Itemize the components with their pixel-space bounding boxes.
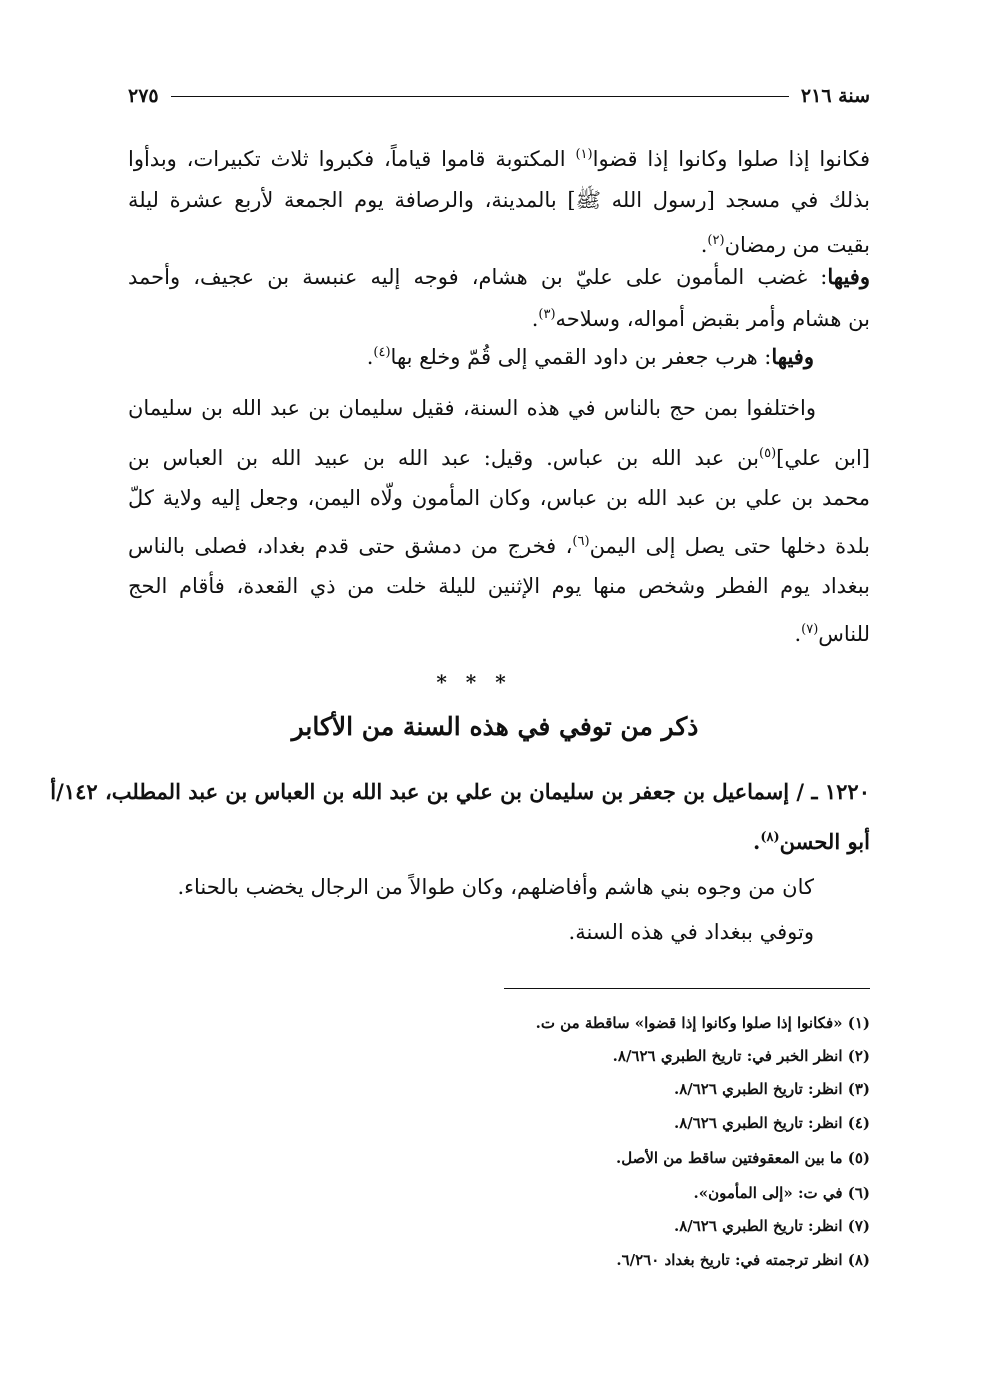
footnote-ref: (٦): [572, 534, 590, 549]
footnote: (٥) ما بين المعقوفتين ساقط من الأصل.: [616, 1149, 870, 1167]
line-text: [ابن علي]: [776, 446, 870, 470]
line-text: .: [366, 345, 374, 369]
line-text: وتوفي ببغداد في هذه السنة.: [568, 920, 814, 944]
line-lead: وفيها: [827, 264, 870, 289]
line-text: .: [753, 829, 761, 854]
body-line: [128, 527, 870, 561]
entry-heading-text: ١٢٢٠ ـ / إسماعيل بن جعفر بن سليمان بن علي بن عبد الله بن العباس بن عبد المطلب، ١٤٢/أ: [50, 779, 870, 804]
line-text: .: [794, 622, 802, 646]
body-line: [701, 226, 870, 260]
line-text: محمد بن علي بن عبد الله بن عباس، وكان المأمون ولّاه اليمن، وجعل إليه ولاية كلّ: [128, 486, 870, 510]
header-rule: [171, 96, 789, 97]
line-lead: وفيها: [771, 344, 814, 369]
body-line: [128, 185, 870, 219]
line-text: : هرب جعفر بن داود القمي إلى قُمّ وخلع بها: [390, 345, 772, 369]
line-text: للناس: [818, 622, 870, 646]
footnote-ref: (٥): [759, 446, 777, 461]
line-text: فكانوا إذا صلوا وكانوا إذا قضوا: [592, 147, 870, 171]
footnote: (٣) انظر: تاريخ الطبري ٨/٦٢٦.: [673, 1080, 870, 1098]
entry-name: أبو الحسن: [779, 829, 870, 854]
entry-text: [177, 872, 814, 906]
body-line: [794, 615, 870, 649]
body-line: [128, 571, 870, 605]
entry-text: [569, 917, 814, 951]
entry-heading-line2: [753, 823, 870, 857]
body-line: [128, 262, 870, 296]
footnote-ref: (١): [575, 147, 593, 162]
body-line: [532, 300, 870, 334]
body-line: [128, 140, 870, 174]
body-line: [128, 483, 870, 517]
footnote-ref: (٨): [760, 830, 780, 845]
page-number: ٢٧٥: [128, 85, 159, 107]
footnote: (٢) انظر الخبر في: تاريخ الطبري ٨/٦٢٦.: [612, 1047, 870, 1065]
line-text: بن هشام وأمر بقبض أمواله، وسلاحه: [555, 307, 870, 331]
line-text: واختلفوا بمن حج بالناس في هذه السنة، فقيل سليمان بن عبد الله بن سليمان: [128, 396, 816, 420]
footnote-ref: (٧): [801, 622, 819, 637]
line-text: المكتوبة قاموا قياماً، فكبروا ثلاث تكبيرات، وبدأوا: [128, 147, 576, 171]
line-text: بن عبد الله بن عباس. وقيل: عبد الله بن عبيد الله بن العباس بن: [128, 446, 759, 470]
line-text: ، فخرج من دمشق حتى قدم بغداد، فصلى بالناس: [128, 534, 573, 558]
footnote-separator: [504, 988, 870, 989]
section-separator: * * *: [436, 670, 512, 694]
footnote: (٤) انظر: تاريخ الطبري ٨/٦٢٦.: [673, 1114, 870, 1132]
footnote-ref: (٣): [538, 307, 556, 322]
section-title: ذكر من توفي في هذه السنة من الأكابر: [291, 712, 699, 741]
footnote: (١) «فكانوا إذا صلوا وكانوا إذا قضوا» ساقطة من ت.: [535, 1014, 870, 1032]
footnote: (٦) في ت: «إلى المأمون».: [693, 1184, 870, 1202]
footnote: (٧) انظر: تاريخ الطبري ٨/٦٢٦.: [673, 1217, 870, 1235]
body-line: [128, 393, 816, 427]
line-text: بقيت من رمضان: [724, 233, 870, 257]
line-text: .: [700, 233, 708, 257]
running-header: [128, 78, 870, 114]
entry-heading: [50, 777, 870, 811]
line-text: .: [531, 307, 539, 331]
footnote-ref: (٤): [373, 345, 391, 360]
line-text: : غضب المأمون على عليّ بن هشام، فوجه إليه عنبسة بن عجيف، وأحمد: [128, 265, 828, 289]
line-text: ببغداد يوم الفطر وشخص منها يوم الإثنين لليلة خلت من ذي القعدة، فأقام الحج: [128, 574, 870, 598]
body-line: [367, 338, 814, 372]
footnote: (٨) انظر ترجمته في: تاريخ بغداد ٦/٢٦٠.: [616, 1251, 870, 1269]
line-text: بذلك في مسجد [رسول الله ﷺ] بالمدينة، والرصافة يوم الجمعة لأربع عشرة ليلة: [128, 188, 870, 212]
body-line: [128, 439, 870, 473]
line-text: كان من وجوه بني هاشم وأفاضلهم، وكان طوالاً من الرجال يخضب بالحناء.: [177, 875, 814, 899]
footnote-ref: (٢): [707, 233, 725, 248]
header-year: سنة ٢١٦: [800, 85, 870, 107]
line-text: بلدة دخلها حتى يصل إلى اليمن: [589, 534, 870, 558]
